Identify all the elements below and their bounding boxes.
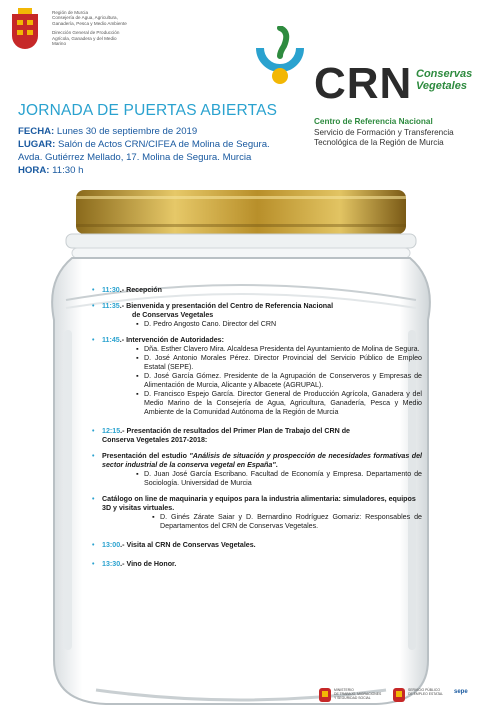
sepe-logo: sepe	[454, 689, 468, 695]
bullet-icon: •	[92, 496, 95, 503]
region-dept: Consejería de Agua, Agricultura,	[52, 15, 118, 21]
agenda-item: • 11:45.- Intervención de Autoridades: ▪ Dña. Esther Clavero Mira. Alcaldesa Presidenta del Ayuntamiento de Molina de Segura. ▪ D. José Antonio Morales Pérez. Director Provincial del Servicio Público de Empleo Estatal (SEPE). ▪ D. José García Gómez. Presidente de la Agrupación de Conserveros y Empresas de Alimentación de Murcia, Alicante y Albacete (AGRUPAL). ▪ D. Francisco Espejo García. Director General de Producción Agrícola, Ganadera y del Medio Marino de la Consejería de Agua, Agricultura, Ganadería, Pesca y Medio Ambiente de la Comunidad Autónoma de la Región de Murcia	[92, 336, 422, 416]
ministry-text: MINISTERIO DE TRABAJO, MIGRACIONES Y SEGURIDAD SOCIAL	[334, 688, 382, 700]
event-title: JORNADA DE PUERTAS ABIERTAS	[18, 102, 278, 119]
crn-tagline	[416, 68, 472, 92]
event-info	[18, 125, 270, 177]
crn-tag-line: Vegetales	[416, 80, 467, 92]
bullet-icon: •	[92, 542, 95, 549]
agenda-speaker: ▪ D. José García Gómez. Presidente de la Agrupación de Conserveros y Empresas de Alimentación de Murcia, Alicante y Albacete (AGRUPAL).	[136, 372, 422, 389]
agenda-item: • Catálogo on line de maquinaria y equipos para la industria alimentaria: simuladores, equipos 3D y visitas virtuales. ▪ D. Ginés Zárate Saiar y D. Bernardino Rodríguez Gomariz: Responsables de Departamentos del CRN de Conservas Vegetales.	[92, 495, 422, 530]
agenda-item: • 13:30.- Vino de Honor.	[92, 560, 177, 568]
agenda-speaker: ▪ D. Pedro Angosto Cano. Director del CRN	[136, 320, 277, 328]
region-dept: Ganadería, Pesca y Medio Ambiente	[52, 20, 127, 26]
crn-logo-text: CRN	[314, 59, 413, 108]
agenda-speaker: ▪ D. Juan José García Escribano. Facultad de Economía y Empresa. Departamento de Sociología. Universidad de Murcia	[136, 470, 422, 487]
region-shield-icon	[8, 8, 42, 56]
crn-subtitle	[314, 117, 454, 149]
bullet-icon: •	[92, 337, 95, 344]
agenda-speaker: ▪ D. Francisco Espejo García. Director General de Producción Agrícola, Ganadera y del Medio Marino de la Consejería de Agua, Agricultura, Ganadería, Pesca y Medio Ambiente de la Comunidad Autónoma de la Región de Murcia	[136, 390, 422, 416]
region-dir: Marino	[52, 41, 67, 47]
event-time: HORA: 11:30 h	[18, 165, 84, 176]
bullet-icon: •	[92, 428, 95, 435]
spain-shield-icon	[318, 686, 332, 704]
spain-shield-icon	[392, 686, 406, 704]
bullet-icon: •	[92, 561, 95, 568]
bullet-icon: •	[92, 453, 95, 460]
bullet-icon: •	[92, 303, 95, 310]
agenda-item: • 12:15.- Presentación de resultados del Primer Plan de Trabajo del CRN de Conserva Vegetales 2017-2018:	[92, 427, 350, 444]
crn-sub-line: Servicio de Formación y Transferencia	[314, 127, 454, 137]
event-date: FECHA: Lunes 30 de septiembre de 2019	[18, 126, 198, 137]
sepe-text: SERVICIO PÚBLICO DE EMPLEO ESTATAL	[408, 688, 444, 696]
footer-logos	[318, 686, 476, 708]
agenda	[92, 286, 422, 576]
event-place: LUGAR: Salón de Actos CRN/CIFEA de Molina de Segura.	[18, 139, 270, 150]
crn-sub-line: Centro de Referencia Nacional	[314, 117, 433, 126]
region-text	[52, 10, 127, 46]
agenda-speaker: ▪ Dña. Esther Clavero Mira. Alcaldesa Presidenta del Ayuntamiento de Molina de Segura.	[136, 345, 420, 353]
bullet-icon: •	[92, 287, 95, 294]
agenda-item: • 13:00.- Visita al CRN de Conservas Vegetales.	[92, 541, 256, 549]
event-address: Avda. Gutiérrez Mellado, 17. Molina de Segura. Murcia	[18, 152, 252, 163]
agenda-speaker: ▪ D. Ginés Zárate Saiar y D. Bernardino Rodríguez Gomariz: Responsables de Departamentos del CRN de Conservas Vegetales.	[152, 513, 422, 530]
agenda-item: • 11:30.- Recepción	[92, 286, 162, 294]
crn-logo-icon	[252, 26, 312, 96]
region-header	[8, 8, 158, 62]
region-dir: Dirección General de Producción	[52, 30, 120, 36]
agenda-item: • 11:35.- Bienvenida y presentación del Centro de Referencia Nacional de Conservas Vegetales ▪ D. Pedro Angosto Cano. Director del CRN	[92, 302, 422, 329]
agenda-item: • Presentación del estudio "Análisis de situación y prospección de necesidades formativas del sector industrial de la conserva vegetal en España". ▪ D. Juan José García Escribano. Facultad de Economía y Empresa. Departamento de Sociología. Universidad de Murcia	[92, 452, 422, 487]
region-dir: Agrícola, Ganadera y del Medio	[52, 35, 117, 41]
crn-tag-line: Conservas	[416, 68, 473, 80]
region-name: Región de Murcia	[52, 10, 89, 15]
crn-sub-line: Tecnológica de la Región de Murcia	[314, 138, 444, 147]
agenda-speaker: ▪ D. José Antonio Morales Pérez. Director Provincial del Servicio Público de Empleo Estatal (SEPE).	[136, 354, 422, 371]
